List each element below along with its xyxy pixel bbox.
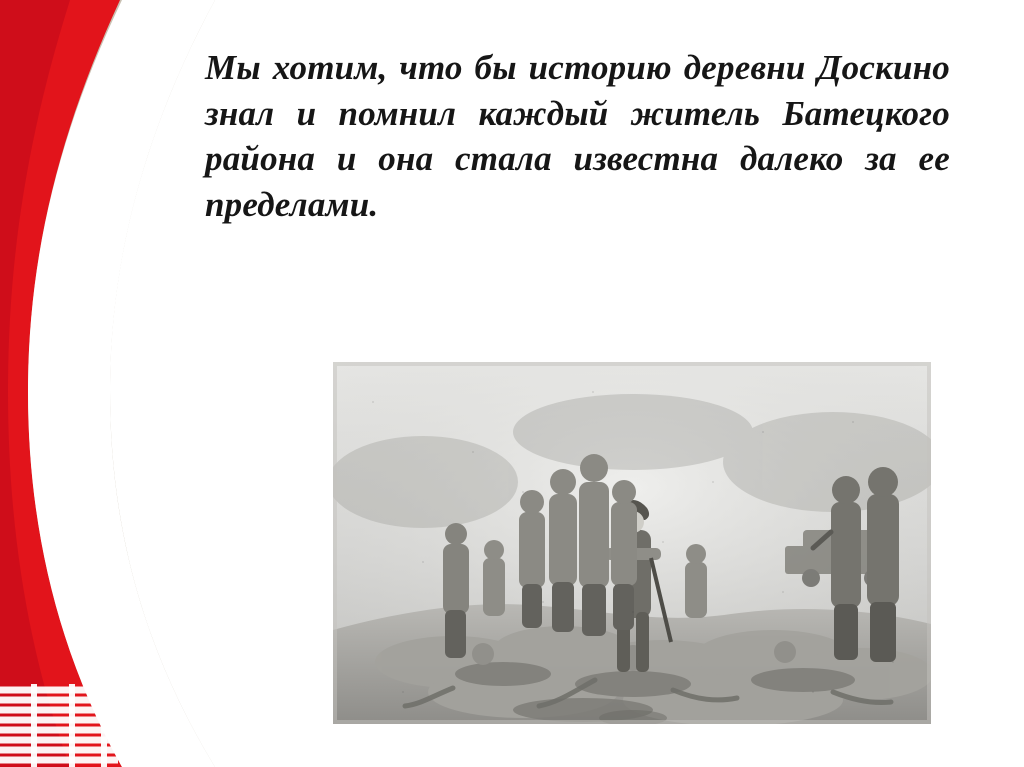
page-title: Мы хотим, что бы историю деревни Доскино знал и помнил каждый житель Батецкого района и она стала известна далеко за ее пределами. (205, 48, 950, 224)
soldier-center-right (685, 544, 707, 618)
soldier-mid-left (483, 540, 505, 616)
illustration-image (333, 362, 931, 724)
